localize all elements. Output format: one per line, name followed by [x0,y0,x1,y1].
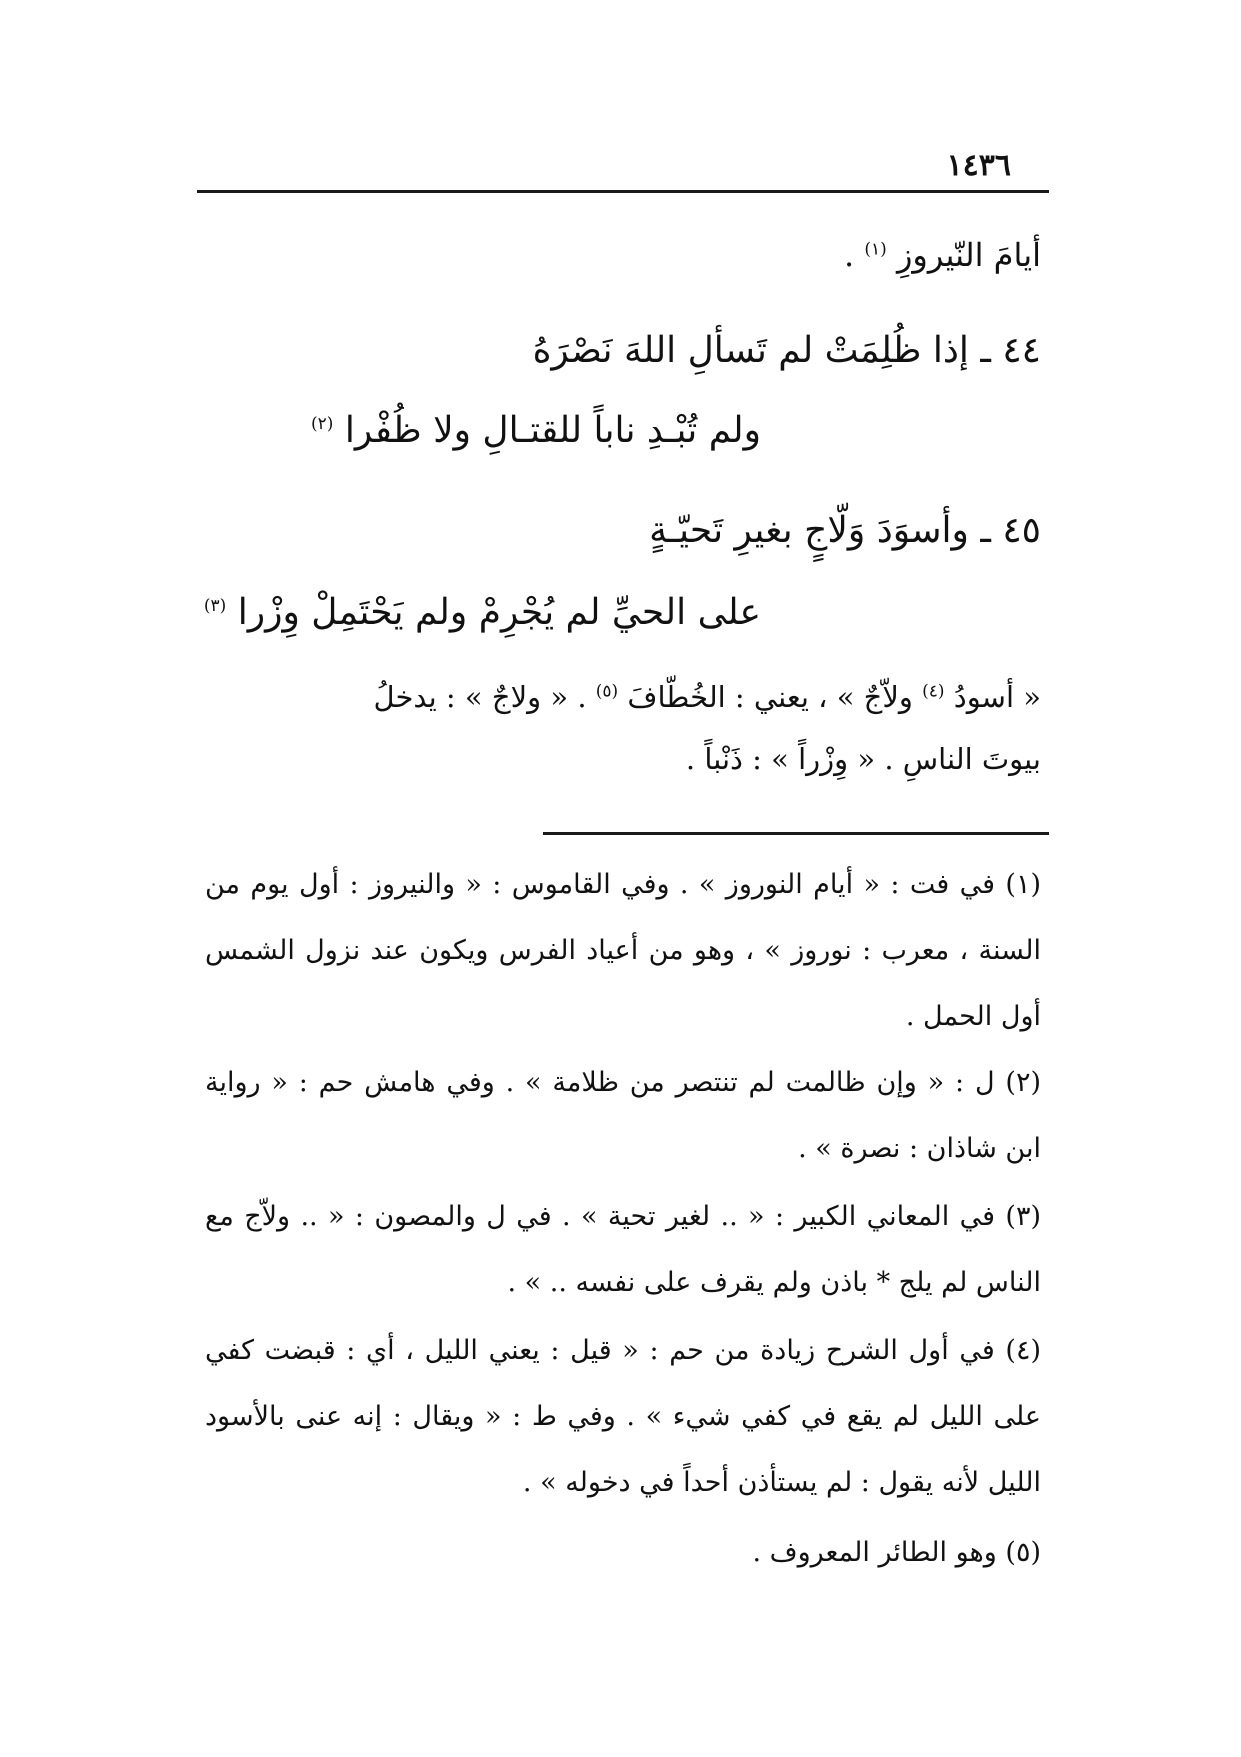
continuation-line [844,236,1041,274]
header-divider [197,190,1049,193]
verse-45-first-hemistich: ٤٥ ـ وأسوَدَ وَلّاجٍ بغيرِ تَحيّـةٍ [649,510,1041,551]
footnote-ref-2: (٢) [311,414,334,434]
footnote-1: (١) في فت : « أيام النوروز » . وفي القاموس : « والنيروز : أول يوم من السنة ، معرب : نوروز » ، وهو من أعياد الفرس ويكون عند نزول الشمس أول الحمل . [205,869,1041,1032]
commentary-part-a: « أسودُ [953,680,1041,714]
verse-45-second-text: على الحيِّ لم يُجْرِمْ ولم يَحْتَمِلْ وِزْرا [237,592,761,633]
commentary-part-c: . « ولاجٌ » : يدخلُ [373,680,587,714]
verse-44-first-hemistich: ٤٤ ـ إذا ظُلِمَتْ لم تَسألِ اللهَ نَصْرَهُ [532,330,1041,371]
footnote-3: (٣) في المعاني الكبير : « .. لغير تحية » . في ل والمصون : « .. ولاّج مع الناس لم يلج * باذن ولم يقرف على نفسه .. » . [205,1201,1041,1298]
footnote-ref-1: (١) [864,239,887,260]
commentary-line-1 [374,680,1041,714]
footnote-ref-5: (٥) [595,681,619,702]
footnote-ref-4: (٤) [922,681,945,702]
verse-44-second-text: ولم تُبْـدِ ناباً للقتـالِ ولا ظُفْرا [344,410,761,451]
commentary-line-2: بيوتَ الناسِ . « وِزْراً » : ذَنْباً . [685,742,1041,776]
page-number: ١٤٣٦ [946,148,1011,183]
footnote-4: (٤) في أول الشرح زيادة من حم : « قيل : يعني الليل ، أي : قبضت كفي على الليل لم يقع في كفي شيء » . وفي ط : « ويقال : إنه عنى بالأسود الليل لأنه يقول : لم يستأذن أحداً في دخوله » . [205,1335,1041,1498]
verse-45-second-hemistich [204,592,761,633]
footnote-5: (٥) وهو الطائر المعروف . [752,1537,1041,1568]
footnotes-divider [543,832,1049,835]
commentary-part-b: ولاّجٌ » ، يعني : الخُطّافَ [627,680,913,714]
footnote-ref-3: (٣) [203,596,227,616]
continuation-text: أيامَ النّيروزِ [896,236,1041,274]
verse-44-second-hemistich [311,410,761,451]
continuation-end: . [844,236,855,274]
footnote-2: (٢) ل : « وإن ظالمت لم تنتصر من ظلامة » . وفي هامش حم : « رواية ابن شاذان : نصرة » . [205,1067,1041,1164]
